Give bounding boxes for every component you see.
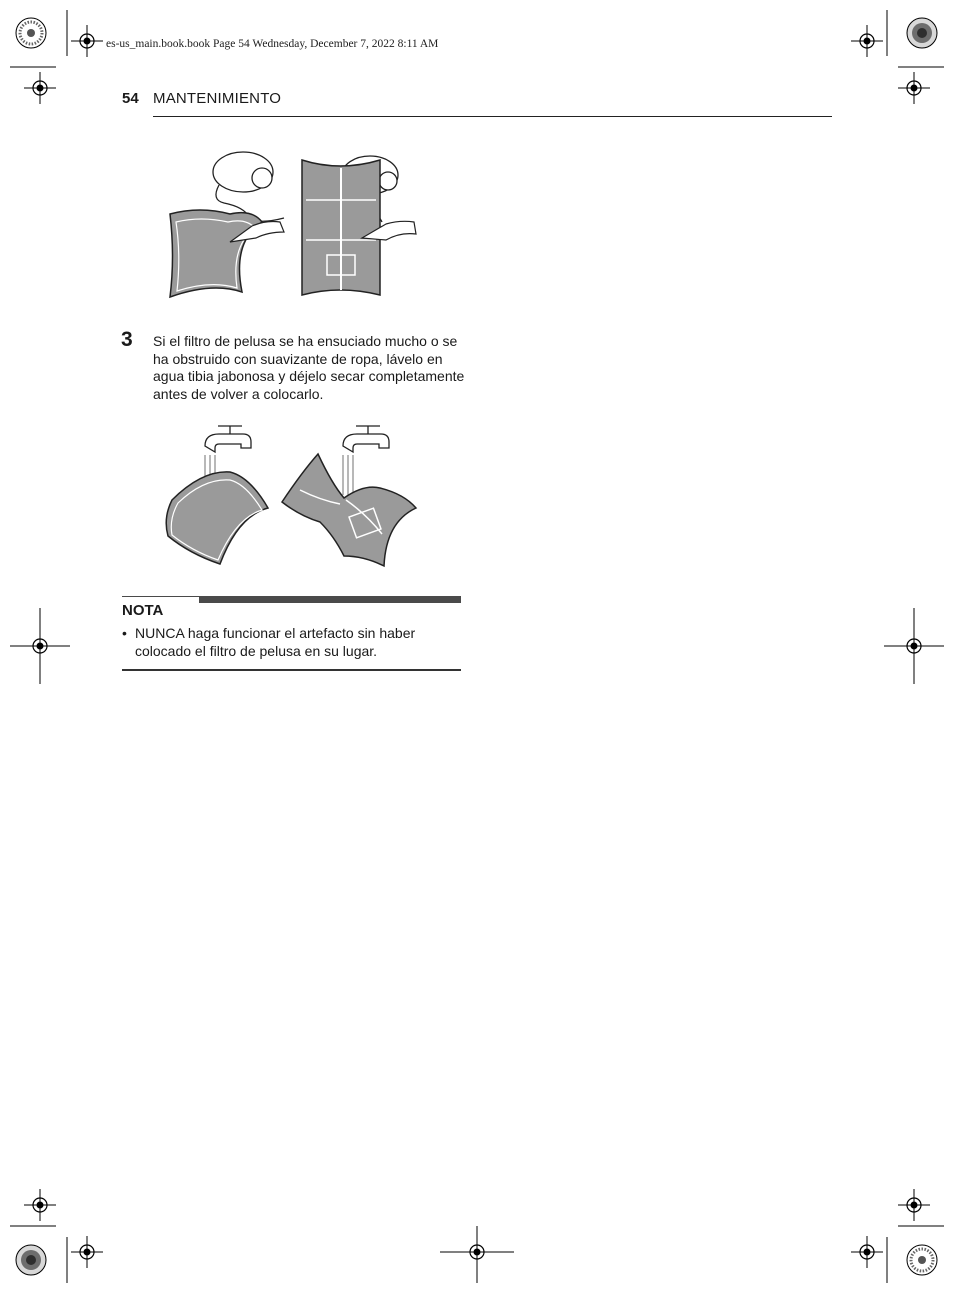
note-bottom-rule (122, 669, 461, 671)
note-label: NOTA (122, 602, 164, 619)
lint-filter-folded (282, 454, 416, 566)
note-header-bar (199, 596, 461, 603)
faucet-icon (205, 426, 251, 452)
note-item: • NUNCA haga funcionar el artefacto sin haber colocado el filtro de pelusa en su lugar. (122, 625, 462, 660)
note-list (122, 625, 462, 660)
step-instruction-text: Si el filtro de pelusa se ha ensuciado mucho o se ha obstruido con suavizante de ropa, lávelo en agua tibia jabonosa y déjelo secar completamente antes de volver a colocarlo. (153, 333, 465, 402)
section-title: MANTENIMIENTO (153, 90, 282, 107)
page-number: 54 (122, 90, 139, 107)
step-number: 3 (121, 328, 133, 351)
lint-filter-panel (166, 472, 268, 564)
print-slug-line: es-us_main.book.book Page 54 Wednesday, December 7, 2022 8:11 AM (106, 38, 439, 50)
note-top-rule (122, 596, 200, 597)
faucet-icon (343, 426, 389, 452)
